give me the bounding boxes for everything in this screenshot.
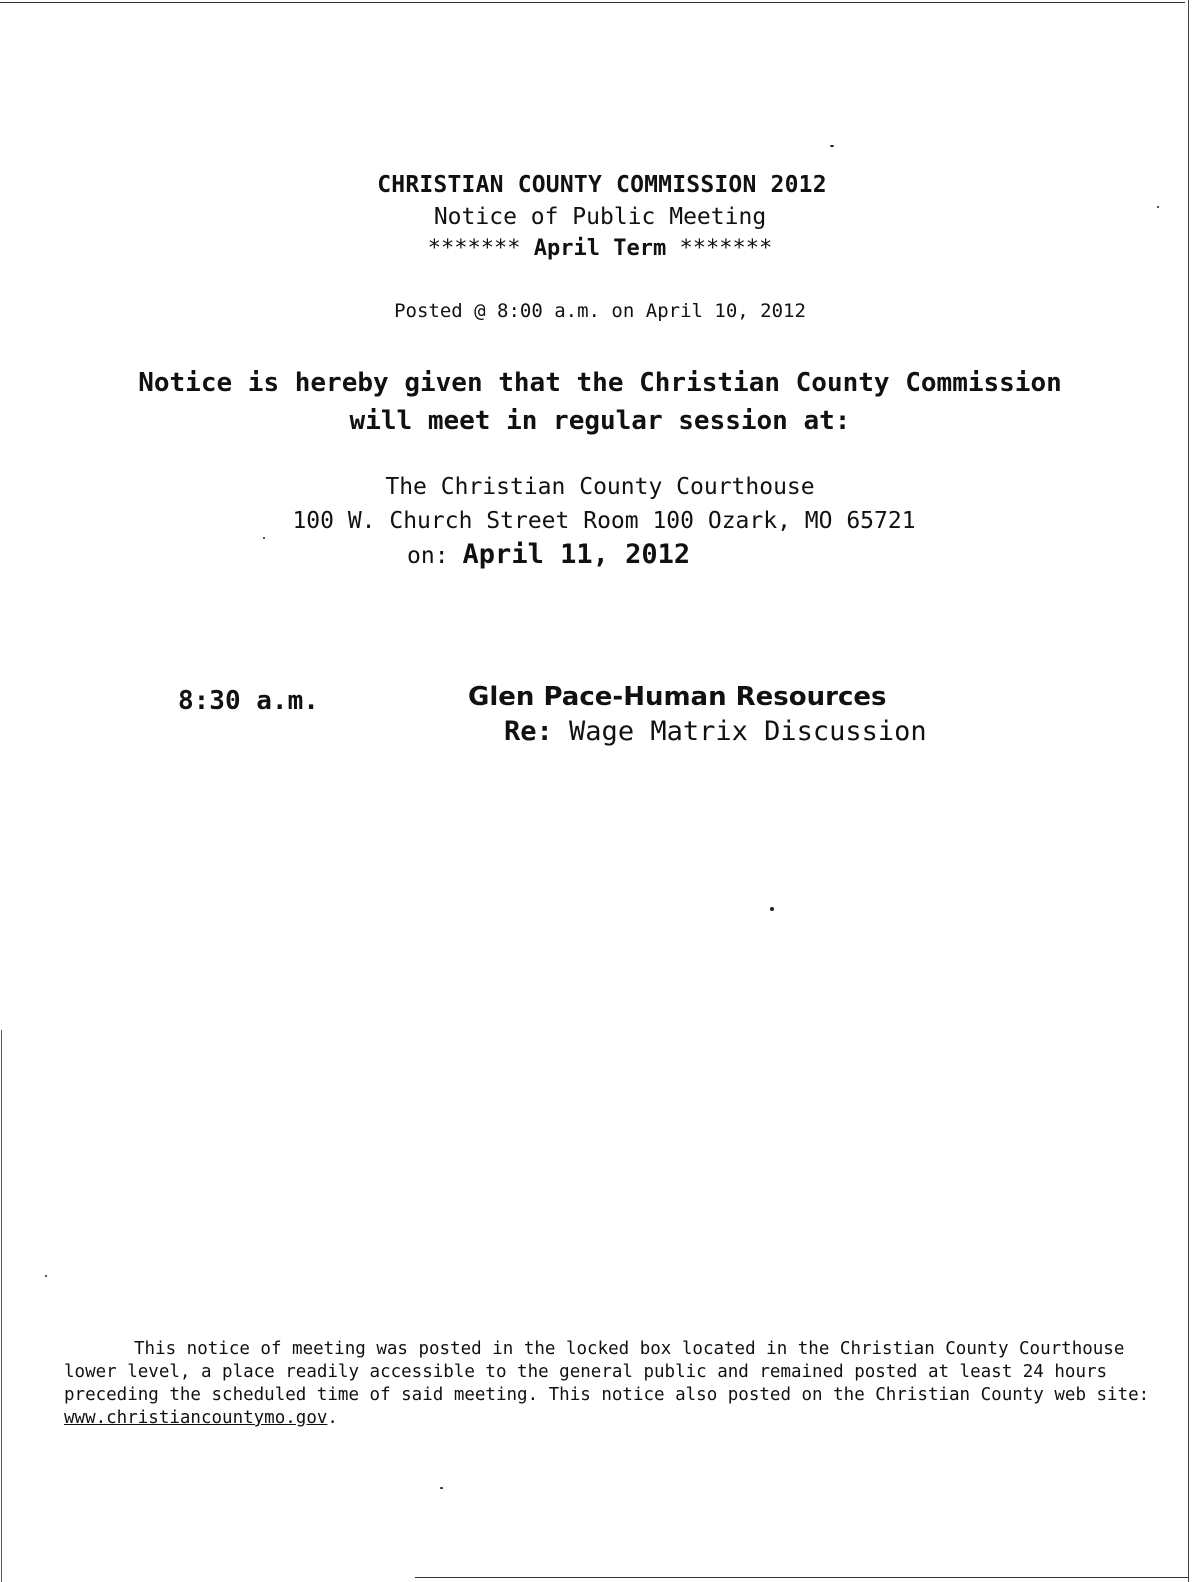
meeting-date: April 11, 2012 — [462, 539, 691, 570]
scan-speck — [45, 1275, 47, 1277]
meeting-date-line — [407, 538, 690, 573]
scan-edge-bottom — [415, 1577, 1188, 1578]
notice-line-2: will meet in regular session at: — [349, 406, 851, 436]
document-header — [0, 170, 1200, 264]
date-on-label: on: — [407, 543, 449, 569]
posted-timestamp: Posted @ 8:00 a.m. on April 10, 2012 — [394, 300, 806, 322]
notice-line-1: Notice is hereby given that the Christian County Commission — [138, 368, 1062, 398]
agenda-re-text: Wage Matrix Discussion — [569, 716, 927, 747]
scan-edge-top — [0, 2, 1185, 3]
location-address: 100 W. Church Street Room 100 Ozark, MO 65721 — [292, 508, 916, 534]
document-subtitle: Notice of Public Meeting — [433, 204, 767, 230]
scan-edge-left — [1, 1030, 2, 1582]
agenda-re-label: Re: — [504, 716, 553, 747]
notice-statement — [0, 364, 1200, 440]
scan-speck — [440, 1487, 443, 1489]
footer-end: . — [327, 1408, 338, 1428]
document-title: CHRISTIAN COUNTY COMMISSION 2012 — [377, 172, 827, 198]
posting-notice-footer — [64, 1338, 1154, 1430]
agenda-item-regarding — [504, 716, 927, 747]
scan-speck — [770, 907, 774, 911]
term-stars-right: ******* — [679, 236, 773, 261]
term-label: April Term — [533, 236, 667, 261]
location-building: The Christian County Courthouse — [385, 474, 815, 500]
agenda-item-time: 8:30 a.m. — [178, 686, 319, 716]
meeting-location — [0, 470, 1200, 538]
footer-text: This notice of meeting was posted in the locked box located in the Christian County Courthouse lower level, a place readily accessible to the general public and remained posted at least 24 hours preceding the scheduled time of said meeting. This notice also posted on the Christian County web site: — [64, 1339, 1150, 1405]
term-stars-left: ******* — [427, 236, 521, 261]
scan-speck — [830, 145, 834, 147]
term-line — [0, 234, 1200, 264]
county-website-link[interactable]: www.christiancountymo.gov — [64, 1408, 328, 1428]
agenda-item-title: Glen Pace-Human Resources — [468, 682, 887, 712]
